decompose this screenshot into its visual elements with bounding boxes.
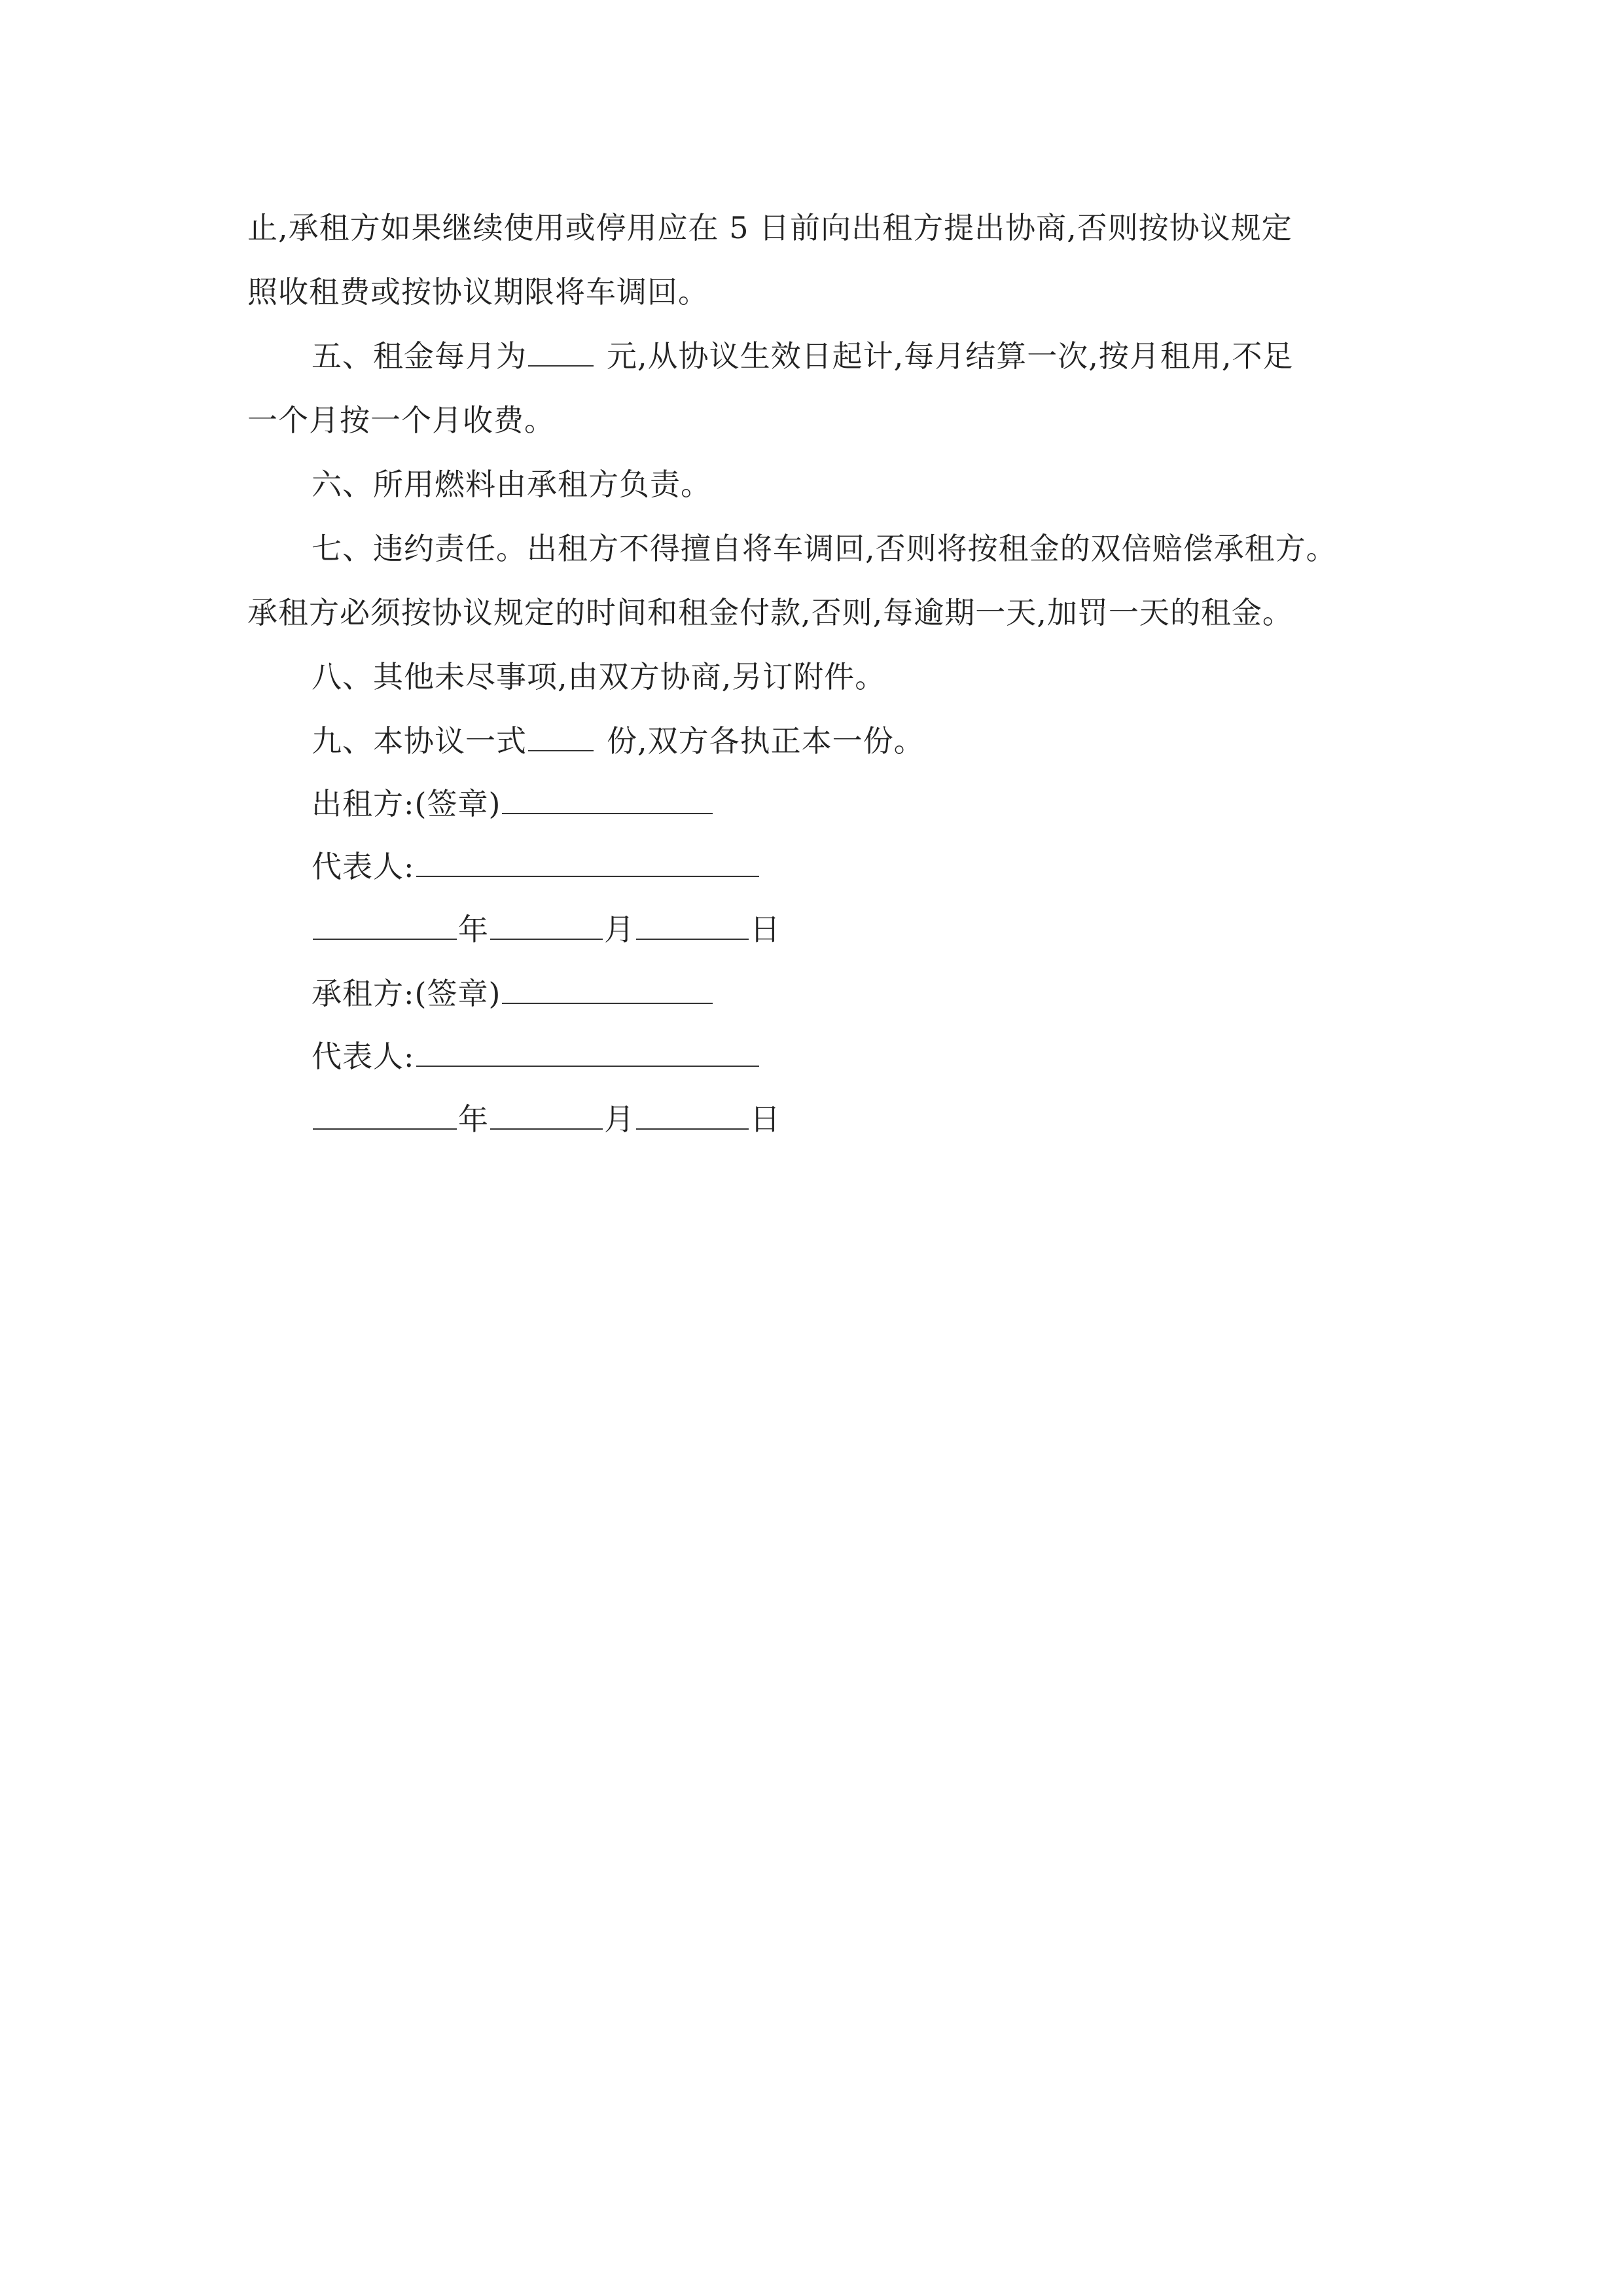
lessor-representative-blank [416, 847, 759, 877]
month-label: 月 [604, 1102, 635, 1137]
clause-text: 元,从协议生效日起计,每月结算一次,按月租用,不足 [607, 338, 1294, 374]
clause-text: 止,承租方如果继续使用或停用应在 5 日前向出租方提出协商,否则按协议规定 [247, 210, 1293, 245]
clause-text: 承租方必须按协议规定的时间和租金付款,否则,每逾期一天,加罚一天的租金。 [247, 595, 1293, 630]
lessee-date-line [312, 1100, 781, 1139]
clause-8-line [312, 657, 885, 696]
clause-text: 七、违约责任。出租方不得擅自将车调回,否则将按租金的双倍赔偿承租方。 [312, 531, 1337, 566]
lessor-year-blank [313, 910, 457, 940]
lessee-label: 承租方:(签章) [312, 976, 501, 1011]
lessee-year-blank [313, 1100, 457, 1130]
clause-5-line-2 [247, 401, 555, 440]
year-label: 年 [458, 1102, 489, 1137]
clause-9-line [312, 721, 925, 761]
clause-5-line-1 [312, 336, 1294, 376]
lessor-month-blank [490, 910, 603, 940]
clause-7-line-1 [312, 529, 1337, 568]
month-label: 月 [604, 912, 635, 947]
clause-text: 一个月按一个月收费。 [247, 403, 555, 438]
lessor-rep-label: 代表人: [312, 849, 415, 884]
clause-6-line [312, 465, 711, 504]
lessee-representative-blank [416, 1037, 759, 1067]
clause-text: 照收租费或按协议期限将车调回。 [247, 274, 709, 310]
clause-text: 六、所用燃料由承租方负责。 [312, 467, 711, 502]
lessee-signature-blank [502, 974, 713, 1004]
year-label: 年 [458, 912, 489, 947]
day-label: 日 [750, 1102, 781, 1137]
clause-7-line-2 [247, 593, 1293, 632]
clause-text: 九、本协议一式 [312, 723, 527, 759]
lessor-day-blank [636, 910, 749, 940]
lessor-signature-blank [502, 784, 713, 814]
rent-amount-blank [528, 336, 594, 367]
lessee-representative-line [312, 1037, 760, 1076]
lessor-date-line [312, 910, 781, 949]
lessee-month-blank [490, 1100, 603, 1130]
lessor-label: 出租方:(签章) [312, 786, 501, 821]
lessor-representative-line [312, 847, 760, 886]
clause-text: 份,双方各执正本一份。 [607, 723, 925, 759]
lessor-signature-line [312, 784, 714, 823]
clause-4-continuation-line-1 [247, 208, 1293, 247]
clause-4-continuation-line-2 [247, 272, 709, 312]
lessee-rep-label: 代表人: [312, 1039, 415, 1074]
lessee-day-blank [636, 1100, 749, 1130]
clause-text: 八、其他未尽事项,由双方协商,另订附件。 [312, 659, 886, 694]
day-label: 日 [750, 912, 781, 947]
lessee-signature-line [312, 974, 714, 1013]
clause-text: 五、租金每月为 [312, 338, 527, 374]
copies-count-blank [528, 721, 594, 751]
